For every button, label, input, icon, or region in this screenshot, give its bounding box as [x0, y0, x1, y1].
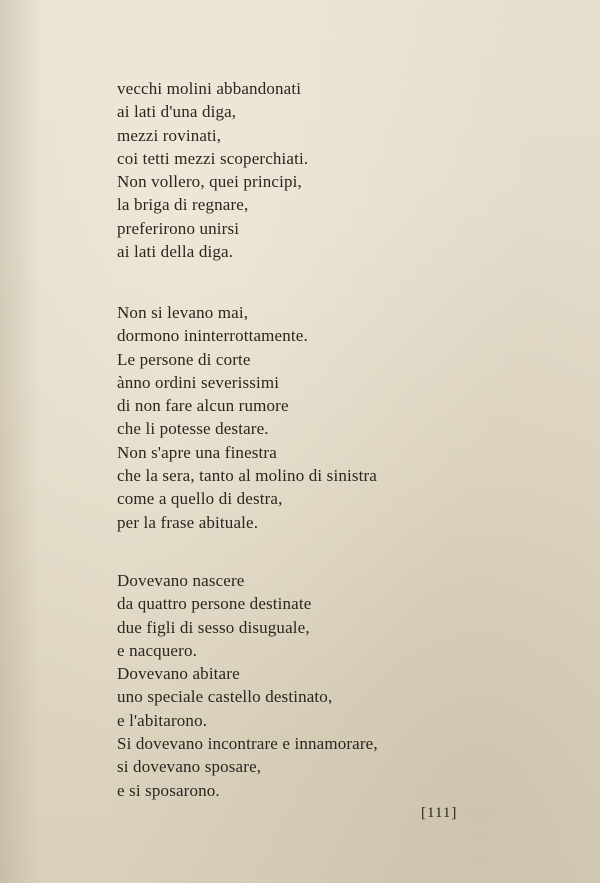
poem-line: si dovevano sposare,: [117, 757, 262, 777]
poem-line: la briga di regnare,: [117, 195, 249, 215]
poem-line: Si dovevano incontrare e innamorare,: [117, 734, 378, 754]
stanza-3: [117, 569, 378, 802]
poem-line: ai lati della diga.: [117, 242, 234, 262]
poem-line: per la frase abituale.: [117, 512, 259, 532]
poem-line: da quattro persone destinate: [117, 594, 312, 614]
poem-line: Non si levano mai,: [117, 303, 249, 322]
poem-line: mezzi rovinati,: [117, 125, 222, 145]
poem-line: preferirono unirsi: [117, 218, 240, 238]
poem-line: due figli di sesso disuguale,: [117, 617, 310, 637]
poem-line: ai lati d'una diga,: [117, 102, 237, 122]
poem-line: e si sposarono.: [117, 780, 220, 800]
stanza-1: [117, 77, 308, 263]
page-number: [111]: [421, 805, 458, 821]
poem-line: ànno ordini severissimi: [117, 372, 280, 392]
poem-line: come a quello di destra,: [117, 489, 283, 509]
stanza-2: [117, 301, 377, 534]
poem-line: e nacquero.: [117, 640, 197, 660]
poem-line: e l'abitarono.: [117, 710, 208, 730]
page-gutter-shadow: [0, 0, 40, 883]
poem-line: Dovevano nascere: [117, 571, 245, 590]
poem-line: Dovevano abitare: [117, 664, 240, 684]
poem-line: Le persone di corte: [117, 349, 251, 369]
poem-line: che li potesse destare.: [117, 419, 269, 439]
poem-line: Non s'apre una finestra: [117, 442, 277, 462]
poem-line: dormono ininterrottamente.: [117, 326, 308, 346]
poem-line: vecchi molini abbandonati: [117, 79, 302, 98]
poem-line: uno speciale castello destinato,: [117, 687, 333, 707]
poem-line: Non vollero, quei principi,: [117, 172, 302, 192]
poem-line: che la sera, tanto al molino di sinistra: [117, 466, 377, 486]
poem-line: di non fare alcun rumore: [117, 396, 289, 416]
poem-line: coi tetti mezzi scoperchiati.: [117, 148, 309, 168]
